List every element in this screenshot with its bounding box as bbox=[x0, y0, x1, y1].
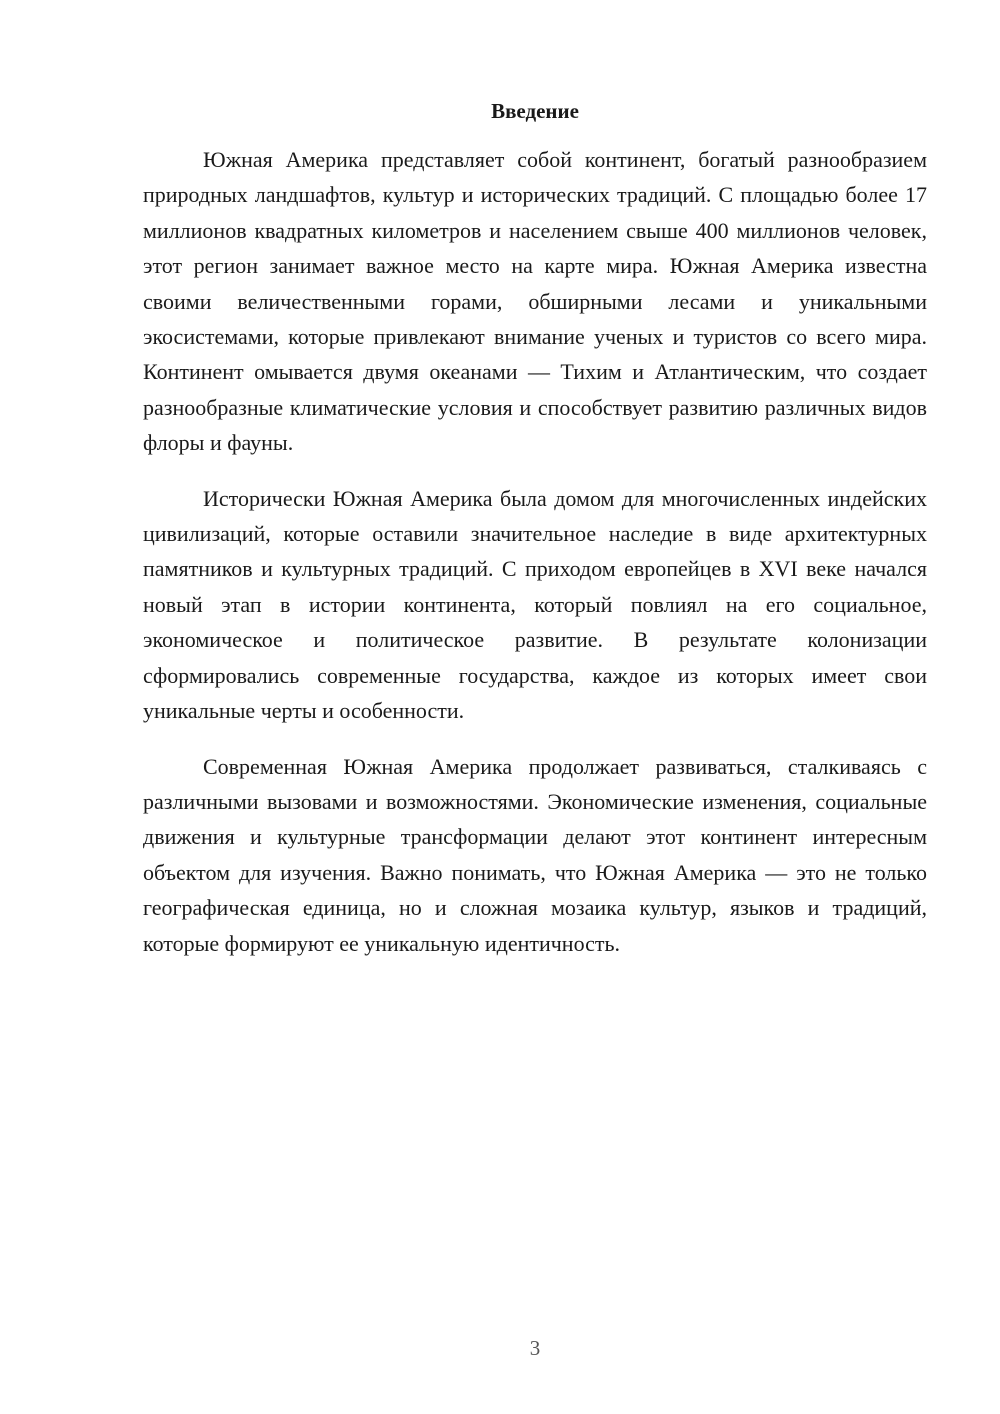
paragraph-3: Современная Южная Америка продолжает развиваться, сталкиваясь с различными вызовами и возможностями. Экономические изменения, социальные движения и культурные трансформации делают этот континент интересным объектом для изучения. Важно понимать, что Южная Америка — это не только географическая единица, но и сложная мозаика культур, языков и традиций, которые формируют ее уникальную идентичность. bbox=[143, 753, 927, 956]
document-body bbox=[143, 142, 927, 981]
page-number: 3 bbox=[529, 1336, 541, 1360]
paragraph-2: Исторически Южная Америка была домом для многочисленных индейских цивилизаций, которые оставили значительное наследие в виде архитектурных памятников и культурных традиций. С приходом европейцев в XVI веке начался новый этап в истории континента, который повлиял на его социальное, экономическое и политическое развитие. В результате колонизации сформировались современные государства, каждое из которых имеет свои уникальные черты и особенности. bbox=[143, 485, 927, 724]
page-title: Введение bbox=[491, 99, 579, 123]
paragraph-1: Южная Америка представляет собой континент, богатый разнообразием природных ландшафтов, культур и исторических традиций. С площадью более 17 миллионов квадратных километров и населением свыше 400 миллионов человек, этот регион занимает важное место на карте мира. Южная Америка известна своими величественными горами, обширными лесами и уникальными экосистемами, которые привлекают внимание ученых и туристов со всего мира. Континент омывается двумя океанами — Тихим и Атлантическим, что создает разнообразные климатические условия и способствует развитию различных видов флоры и фауны. bbox=[143, 147, 927, 456]
